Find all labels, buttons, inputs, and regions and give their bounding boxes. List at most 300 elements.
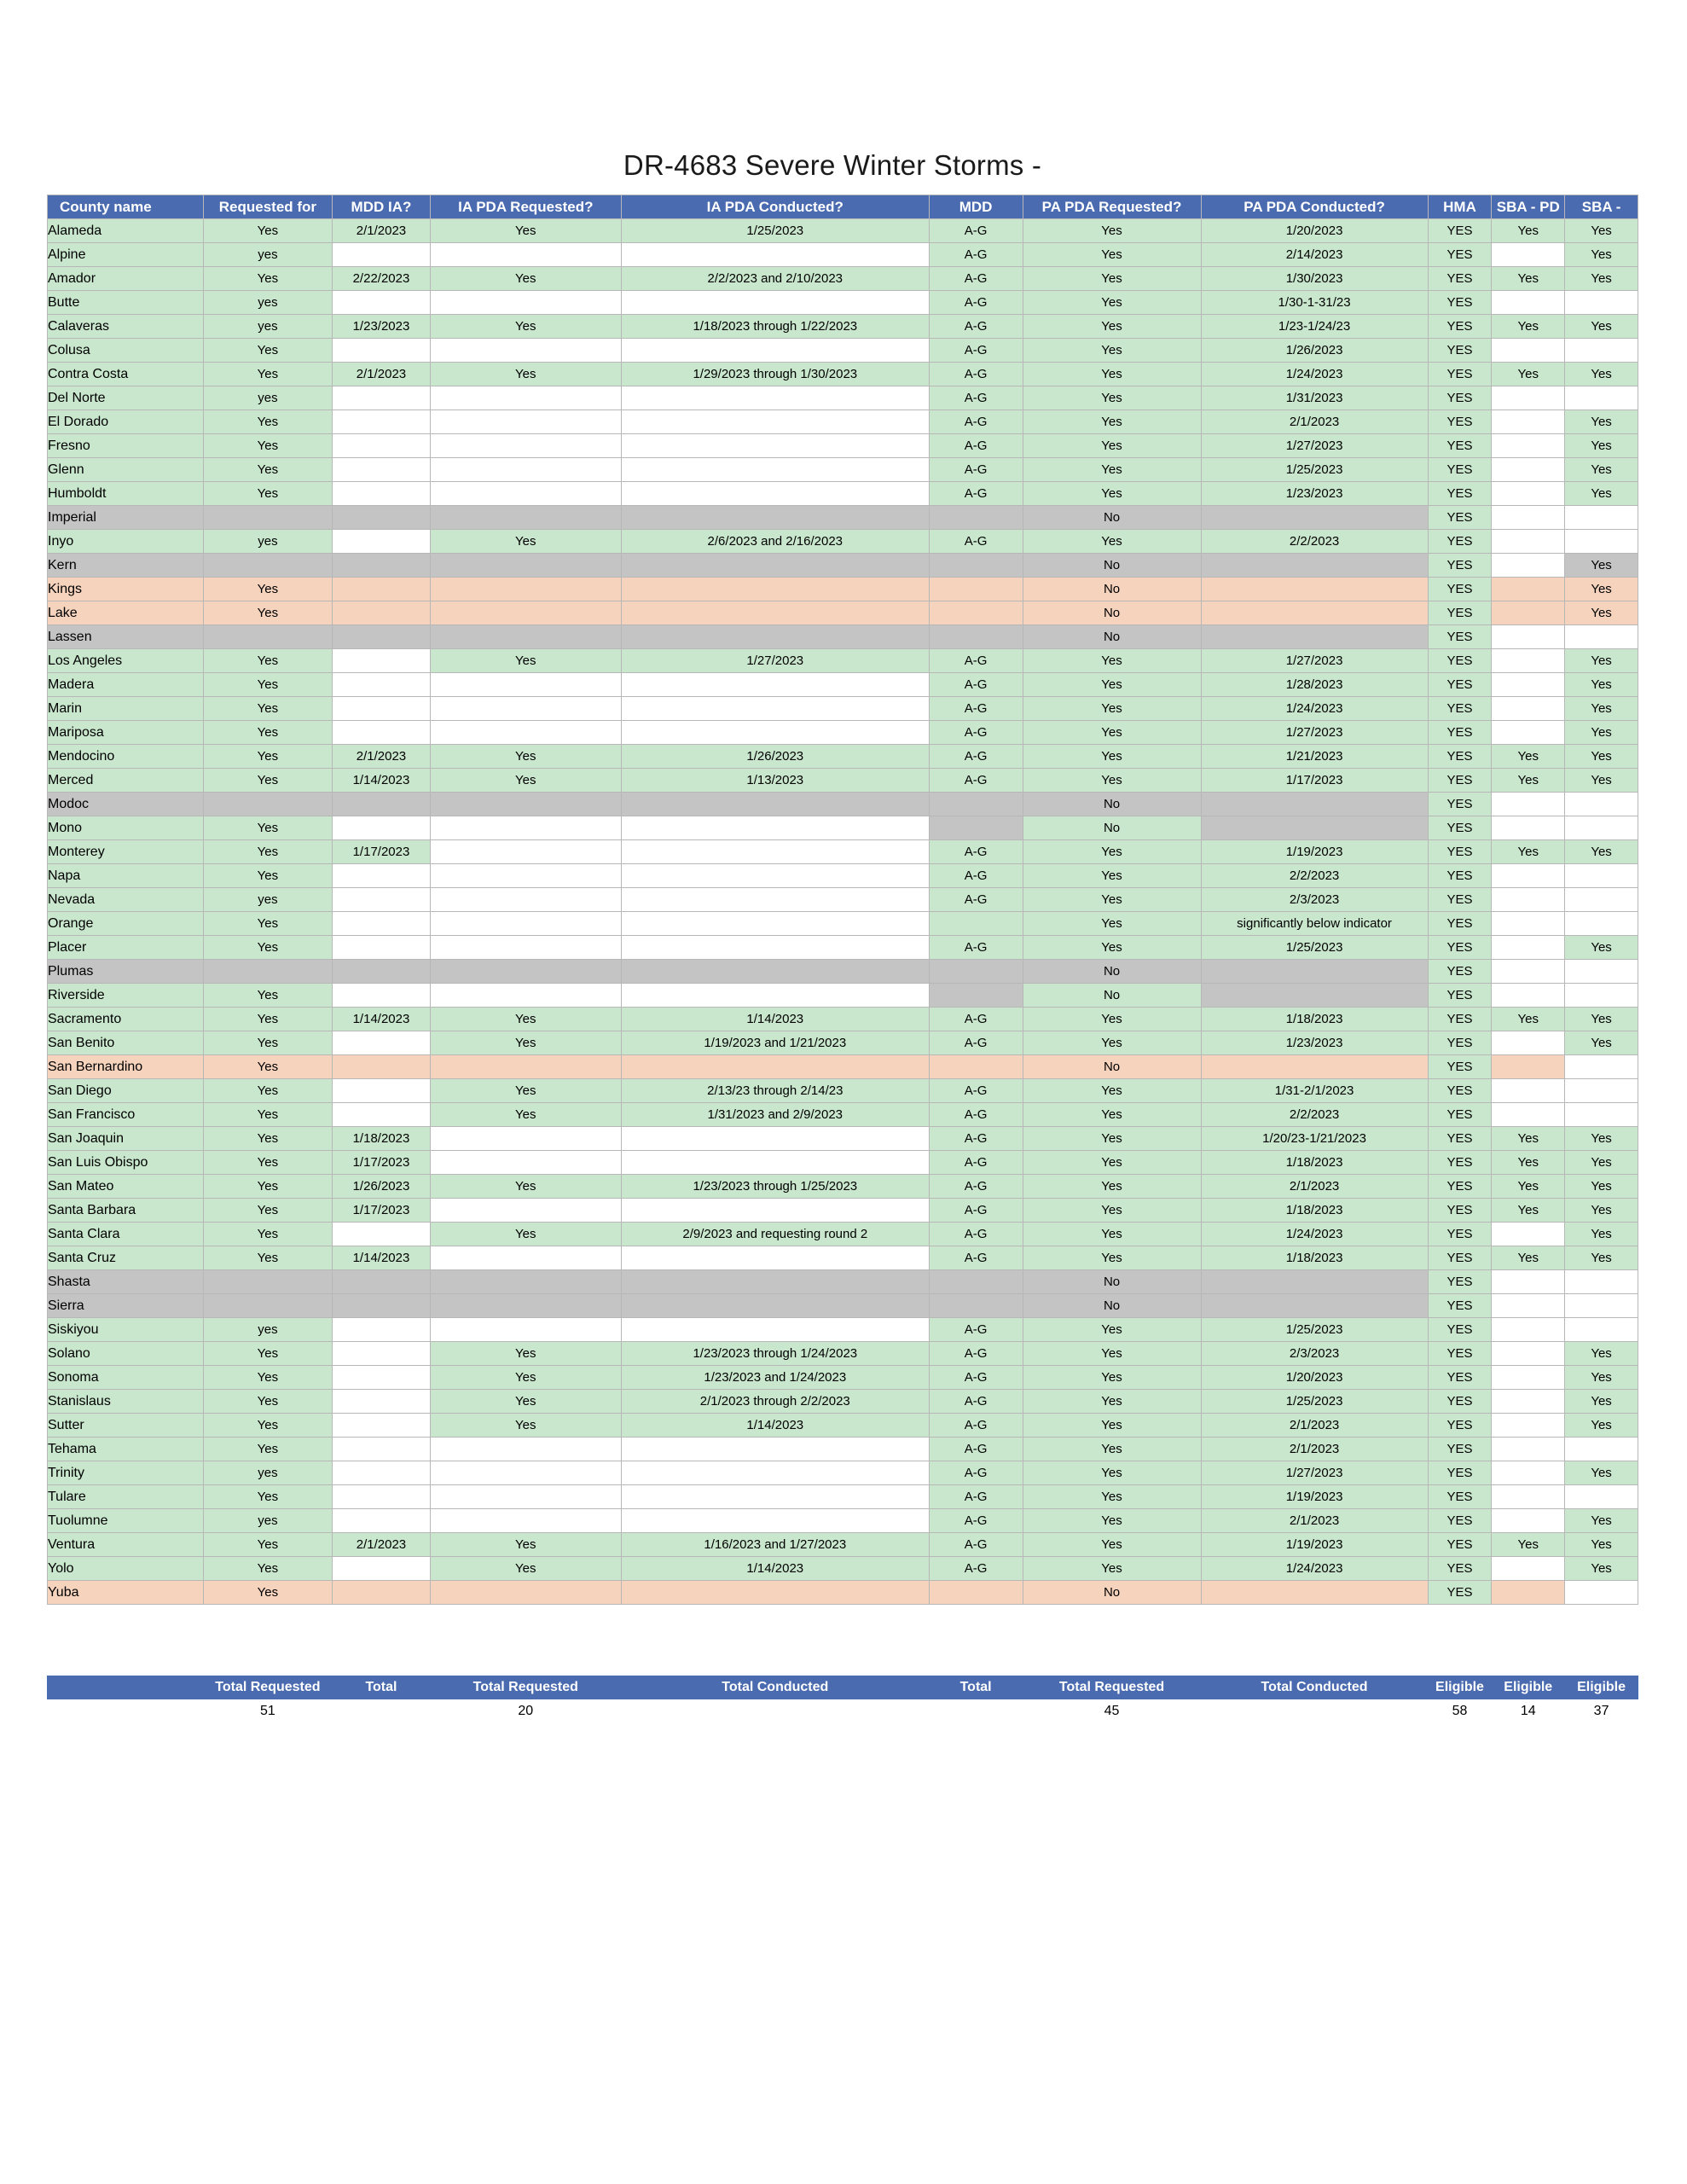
cell-mdd-ia: 1/14/2023 — [333, 1008, 430, 1031]
cell-sba: Yes — [1565, 554, 1638, 578]
cell-mdd-ia — [333, 1485, 430, 1509]
cell-ia-pda-conducted — [621, 984, 929, 1008]
cell-ia-pda-requested — [430, 339, 621, 363]
cell-ia-pda-conducted: 2/6/2023 and 2/16/2023 — [621, 530, 929, 554]
cell-pa-pda-conducted — [1201, 578, 1428, 601]
cell-pa-pda-requested: No — [1023, 578, 1201, 601]
cell-ia-pda-conducted — [621, 793, 929, 816]
cell-ia-pda-requested — [430, 721, 621, 745]
cell-mdd-ia — [333, 1390, 430, 1414]
cell-pa-pda-requested: Yes — [1023, 1079, 1201, 1103]
cell-hma: YES — [1428, 816, 1492, 840]
cell-requested-for: Yes — [203, 1031, 333, 1055]
cell-mdd — [929, 625, 1023, 649]
cell-hma: YES — [1428, 1414, 1492, 1438]
cell-mdd-ia — [333, 434, 430, 458]
cell-pa-pda-requested: Yes — [1023, 315, 1201, 339]
cell-pa-pda-conducted: 1/18/2023 — [1201, 1151, 1428, 1175]
cell-hma: YES — [1428, 434, 1492, 458]
table-row — [48, 1246, 1638, 1270]
cell-requested-for — [203, 625, 333, 649]
cell-sba-pd: Yes — [1492, 1199, 1565, 1223]
cell-ia-pda-conducted: 1/13/2023 — [621, 769, 929, 793]
totals-label: Total Conducted — [1201, 1676, 1428, 1699]
cell-mdd-ia — [333, 625, 430, 649]
cell-requested-for: Yes — [203, 578, 333, 601]
totals-value: 45 — [1023, 1699, 1201, 1724]
cell-mdd — [929, 793, 1023, 816]
cell-requested-for: Yes — [203, 339, 333, 363]
cell-hma: YES — [1428, 1151, 1492, 1175]
cell-sba — [1565, 386, 1638, 410]
cell-mdd: A-G — [929, 482, 1023, 506]
cell-sba — [1565, 1079, 1638, 1103]
cell-hma: YES — [1428, 315, 1492, 339]
cell-ia-pda-conducted — [621, 434, 929, 458]
cell-pa-pda-requested: Yes — [1023, 530, 1201, 554]
cell-pa-pda-conducted — [1201, 1055, 1428, 1079]
cell-ia-pda-requested — [430, 482, 621, 506]
cell-sba-pd — [1492, 1557, 1565, 1581]
cell-mdd: A-G — [929, 1485, 1023, 1509]
cell-county-name: Sierra — [48, 1294, 204, 1318]
cell-sba — [1565, 864, 1638, 888]
cell-mdd — [929, 506, 1023, 530]
totals-label-row — [48, 1676, 1638, 1699]
cell-pa-pda-requested: No — [1023, 984, 1201, 1008]
cell-sba-pd — [1492, 1223, 1565, 1246]
cell-mdd — [929, 578, 1023, 601]
cell-ia-pda-conducted: 1/26/2023 — [621, 745, 929, 769]
cell-ia-pda-conducted — [621, 1318, 929, 1342]
cell-ia-pda-conducted — [621, 1485, 929, 1509]
cell-county-name: Siskiyou — [48, 1318, 204, 1342]
cell-pa-pda-requested: No — [1023, 816, 1201, 840]
cell-sba-pd — [1492, 721, 1565, 745]
cell-ia-pda-requested — [430, 840, 621, 864]
cell-pa-pda-requested: Yes — [1023, 745, 1201, 769]
cell-pa-pda-conducted: 1/19/2023 — [1201, 840, 1428, 864]
cell-mdd: A-G — [929, 1008, 1023, 1031]
cell-mdd-ia — [333, 721, 430, 745]
table-row — [48, 1509, 1638, 1533]
cell-pa-pda-requested: Yes — [1023, 1557, 1201, 1581]
cell-pa-pda-conducted: 1/24/2023 — [1201, 1223, 1428, 1246]
cell-requested-for — [203, 793, 333, 816]
cell-mdd-ia — [333, 1461, 430, 1485]
table-row — [48, 840, 1638, 864]
totals-label: Eligible — [1565, 1676, 1638, 1699]
cell-county-name: Plumas — [48, 960, 204, 984]
cell-mdd-ia: 1/26/2023 — [333, 1175, 430, 1199]
cell-sba-pd — [1492, 673, 1565, 697]
cell-hma: YES — [1428, 1294, 1492, 1318]
cell-ia-pda-requested: Yes — [430, 1342, 621, 1366]
cell-ia-pda-conducted — [621, 697, 929, 721]
cell-pa-pda-conducted: 1/23/2023 — [1201, 482, 1428, 506]
table-row — [48, 482, 1638, 506]
cell-ia-pda-requested: Yes — [430, 1079, 621, 1103]
cell-ia-pda-requested — [430, 1509, 621, 1533]
cell-ia-pda-conducted — [621, 840, 929, 864]
cell-pa-pda-conducted: 2/1/2023 — [1201, 1438, 1428, 1461]
cell-mdd: A-G — [929, 434, 1023, 458]
cell-county-name: Lake — [48, 601, 204, 625]
cell-pa-pda-requested: Yes — [1023, 912, 1201, 936]
cell-county-name: Fresno — [48, 434, 204, 458]
cell-pa-pda-conducted: 1/20/2023 — [1201, 219, 1428, 243]
cell-mdd-ia — [333, 888, 430, 912]
totals-label: Eligible — [1492, 1676, 1565, 1699]
cell-mdd: A-G — [929, 1127, 1023, 1151]
column-header-requested-for: Requested for — [203, 195, 333, 219]
cell-mdd: A-G — [929, 1557, 1023, 1581]
cell-ia-pda-conducted — [621, 554, 929, 578]
cell-ia-pda-conducted — [621, 1246, 929, 1270]
cell-ia-pda-conducted: 1/18/2023 through 1/22/2023 — [621, 315, 929, 339]
cell-mdd: A-G — [929, 1223, 1023, 1246]
cell-sba: Yes — [1565, 936, 1638, 960]
cell-mdd-ia — [333, 458, 430, 482]
cell-mdd-ia — [333, 936, 430, 960]
cell-pa-pda-requested: Yes — [1023, 1318, 1201, 1342]
cell-pa-pda-conducted: 1/25/2023 — [1201, 936, 1428, 960]
cell-pa-pda-conducted: 1/19/2023 — [1201, 1533, 1428, 1557]
table-row — [48, 339, 1638, 363]
cell-requested-for: Yes — [203, 864, 333, 888]
cell-mdd: A-G — [929, 1246, 1023, 1270]
cell-sba-pd — [1492, 649, 1565, 673]
cell-ia-pda-requested: Yes — [430, 1031, 621, 1055]
cell-ia-pda-requested — [430, 1438, 621, 1461]
cell-requested-for: yes — [203, 243, 333, 267]
table-row — [48, 769, 1638, 793]
cell-requested-for: yes — [203, 291, 333, 315]
cell-ia-pda-requested: Yes — [430, 1175, 621, 1199]
cell-pa-pda-requested: Yes — [1023, 434, 1201, 458]
cell-pa-pda-conducted: 1/18/2023 — [1201, 1246, 1428, 1270]
cell-sba-pd: Yes — [1492, 1151, 1565, 1175]
cell-ia-pda-requested: Yes — [430, 219, 621, 243]
totals-table — [47, 1676, 1638, 1723]
cell-mdd — [929, 1581, 1023, 1605]
cell-hma: YES — [1428, 578, 1492, 601]
cell-mdd: A-G — [929, 1318, 1023, 1342]
table-row — [48, 1414, 1638, 1438]
cell-requested-for: Yes — [203, 601, 333, 625]
cell-ia-pda-conducted: 1/27/2023 — [621, 649, 929, 673]
cell-sba: Yes — [1565, 267, 1638, 291]
totals-label: Total Conducted — [621, 1676, 929, 1699]
cell-mdd: A-G — [929, 315, 1023, 339]
cell-county-name: Placer — [48, 936, 204, 960]
cell-requested-for: Yes — [203, 721, 333, 745]
cell-hma: YES — [1428, 960, 1492, 984]
cell-hma: YES — [1428, 984, 1492, 1008]
cell-sba-pd — [1492, 912, 1565, 936]
table-row — [48, 1199, 1638, 1223]
cell-pa-pda-conducted: 1/18/2023 — [1201, 1008, 1428, 1031]
table-row — [48, 816, 1638, 840]
totals-value: 37 — [1565, 1699, 1638, 1724]
cell-hma: YES — [1428, 1366, 1492, 1390]
cell-ia-pda-conducted: 2/2/2023 and 2/10/2023 — [621, 267, 929, 291]
cell-sba-pd — [1492, 888, 1565, 912]
cell-mdd-ia — [333, 578, 430, 601]
table-row — [48, 984, 1638, 1008]
table-row — [48, 793, 1638, 816]
table-row — [48, 410, 1638, 434]
cell-pa-pda-requested: Yes — [1023, 1246, 1201, 1270]
cell-pa-pda-requested: Yes — [1023, 482, 1201, 506]
cell-pa-pda-requested: No — [1023, 625, 1201, 649]
cell-mdd: A-G — [929, 339, 1023, 363]
cell-pa-pda-conducted: 2/1/2023 — [1201, 1175, 1428, 1199]
cell-pa-pda-conducted: 1/28/2023 — [1201, 673, 1428, 697]
cell-pa-pda-conducted — [1201, 1581, 1428, 1605]
cell-requested-for: Yes — [203, 1581, 333, 1605]
totals-value — [621, 1699, 929, 1724]
cell-sba — [1565, 1055, 1638, 1079]
cell-sba: Yes — [1565, 601, 1638, 625]
cell-hma: YES — [1428, 1342, 1492, 1366]
cell-ia-pda-requested — [430, 912, 621, 936]
table-row — [48, 649, 1638, 673]
cell-pa-pda-conducted: 1/20/23-1/21/2023 — [1201, 1127, 1428, 1151]
cell-sba-pd — [1492, 243, 1565, 267]
cell-pa-pda-requested: No — [1023, 1055, 1201, 1079]
cell-mdd: A-G — [929, 1199, 1023, 1223]
cell-ia-pda-requested: Yes — [430, 1008, 621, 1031]
cell-county-name: Inyo — [48, 530, 204, 554]
cell-sba: Yes — [1565, 1199, 1638, 1223]
cell-sba-pd — [1492, 936, 1565, 960]
cell-ia-pda-conducted: 2/1/2023 through 2/2/2023 — [621, 1390, 929, 1414]
cell-sba: Yes — [1565, 697, 1638, 721]
totals-label: Eligible — [1428, 1676, 1492, 1699]
cell-pa-pda-conducted: 1/25/2023 — [1201, 458, 1428, 482]
cell-requested-for: Yes — [203, 1199, 333, 1223]
cell-mdd-ia: 1/17/2023 — [333, 1199, 430, 1223]
cell-mdd: A-G — [929, 1031, 1023, 1055]
cell-mdd: A-G — [929, 458, 1023, 482]
cell-sba-pd — [1492, 506, 1565, 530]
cell-pa-pda-requested: No — [1023, 601, 1201, 625]
cell-ia-pda-conducted: 2/9/2023 and requesting round 2 — [621, 1223, 929, 1246]
table-row — [48, 745, 1638, 769]
cell-pa-pda-conducted — [1201, 601, 1428, 625]
cell-sba-pd — [1492, 482, 1565, 506]
cell-ia-pda-requested — [430, 1318, 621, 1342]
cell-mdd-ia — [333, 339, 430, 363]
cell-county-name: Orange — [48, 912, 204, 936]
cell-sba-pd — [1492, 1342, 1565, 1366]
cell-pa-pda-requested: Yes — [1023, 1127, 1201, 1151]
cell-county-name: San Bernardino — [48, 1055, 204, 1079]
cell-sba — [1565, 960, 1638, 984]
cell-mdd — [929, 912, 1023, 936]
cell-county-name: Tehama — [48, 1438, 204, 1461]
cell-hma: YES — [1428, 1270, 1492, 1294]
cell-requested-for: Yes — [203, 1557, 333, 1581]
cell-ia-pda-conducted — [621, 339, 929, 363]
totals-value: 14 — [1492, 1699, 1565, 1724]
cell-mdd-ia: 2/1/2023 — [333, 1533, 430, 1557]
cell-ia-pda-requested — [430, 243, 621, 267]
cell-ia-pda-conducted — [621, 1438, 929, 1461]
cell-pa-pda-requested: Yes — [1023, 1461, 1201, 1485]
table-row — [48, 1342, 1638, 1366]
cell-mdd: A-G — [929, 1103, 1023, 1127]
cell-hma: YES — [1428, 219, 1492, 243]
cell-county-name: Mendocino — [48, 745, 204, 769]
cell-requested-for — [203, 1270, 333, 1294]
cell-sba: Yes — [1565, 1461, 1638, 1485]
totals-label: Total Requested — [430, 1676, 621, 1699]
cell-ia-pda-requested — [430, 816, 621, 840]
cell-hma: YES — [1428, 410, 1492, 434]
cell-sba-pd — [1492, 1461, 1565, 1485]
cell-mdd-ia — [333, 1581, 430, 1605]
cell-requested-for: Yes — [203, 1366, 333, 1390]
cell-mdd: A-G — [929, 1509, 1023, 1533]
cell-ia-pda-conducted — [621, 864, 929, 888]
cell-ia-pda-conducted — [621, 721, 929, 745]
cell-ia-pda-conducted — [621, 410, 929, 434]
cell-county-name: Sutter — [48, 1414, 204, 1438]
cell-hma: YES — [1428, 697, 1492, 721]
cell-hma: YES — [1428, 1055, 1492, 1079]
cell-county-name: Shasta — [48, 1270, 204, 1294]
cell-mdd: A-G — [929, 1390, 1023, 1414]
cell-mdd-ia — [333, 1557, 430, 1581]
cell-county-name: Imperial — [48, 506, 204, 530]
cell-mdd-ia — [333, 960, 430, 984]
cell-requested-for: Yes — [203, 1079, 333, 1103]
cell-requested-for: Yes — [203, 745, 333, 769]
cell-ia-pda-requested — [430, 410, 621, 434]
cell-sba: Yes — [1565, 315, 1638, 339]
cell-mdd-ia: 2/1/2023 — [333, 745, 430, 769]
table-header-row — [48, 195, 1638, 219]
cell-pa-pda-conducted: 2/3/2023 — [1201, 1342, 1428, 1366]
cell-hma: YES — [1428, 1509, 1492, 1533]
cell-county-name: Santa Cruz — [48, 1246, 204, 1270]
cell-sba-pd — [1492, 1485, 1565, 1509]
cell-sba: Yes — [1565, 1246, 1638, 1270]
totals-value — [1201, 1699, 1428, 1724]
cell-county-name: San Mateo — [48, 1175, 204, 1199]
cell-hma: YES — [1428, 530, 1492, 554]
cell-county-name: Nevada — [48, 888, 204, 912]
cell-ia-pda-requested: Yes — [430, 649, 621, 673]
table-row — [48, 243, 1638, 267]
cell-ia-pda-requested: Yes — [430, 769, 621, 793]
table-row — [48, 1318, 1638, 1342]
table-row — [48, 1485, 1638, 1509]
cell-pa-pda-conducted: 1/17/2023 — [1201, 769, 1428, 793]
cell-county-name: Solano — [48, 1342, 204, 1366]
cell-pa-pda-conducted — [1201, 506, 1428, 530]
cell-ia-pda-conducted — [621, 816, 929, 840]
cell-mdd — [929, 1270, 1023, 1294]
cell-requested-for: Yes — [203, 267, 333, 291]
cell-sba: Yes — [1565, 1223, 1638, 1246]
cell-mdd-ia — [333, 1270, 430, 1294]
cell-sba — [1565, 1103, 1638, 1127]
cell-hma: YES — [1428, 745, 1492, 769]
cell-pa-pda-requested: Yes — [1023, 458, 1201, 482]
cell-mdd — [929, 1055, 1023, 1079]
cell-county-name: Ventura — [48, 1533, 204, 1557]
cell-mdd: A-G — [929, 1175, 1023, 1199]
cell-ia-pda-conducted — [621, 1127, 929, 1151]
cell-pa-pda-conducted: 1/20/2023 — [1201, 1366, 1428, 1390]
cell-requested-for: Yes — [203, 363, 333, 386]
cell-sba-pd — [1492, 458, 1565, 482]
cell-ia-pda-conducted: 1/25/2023 — [621, 219, 929, 243]
table-row — [48, 1055, 1638, 1079]
cell-requested-for: yes — [203, 1461, 333, 1485]
cell-ia-pda-conducted — [621, 1294, 929, 1318]
cell-pa-pda-conducted — [1201, 793, 1428, 816]
cell-ia-pda-requested — [430, 864, 621, 888]
cell-sba-pd — [1492, 339, 1565, 363]
cell-sba — [1565, 1581, 1638, 1605]
cell-pa-pda-conducted: 1/21/2023 — [1201, 745, 1428, 769]
cell-ia-pda-requested — [430, 936, 621, 960]
cell-ia-pda-conducted — [621, 458, 929, 482]
column-header-hma: HMA — [1428, 195, 1492, 219]
cell-pa-pda-conducted — [1201, 960, 1428, 984]
cell-county-name: Mono — [48, 816, 204, 840]
table-row — [48, 1175, 1638, 1199]
cell-mdd — [929, 816, 1023, 840]
cell-ia-pda-conducted: 1/14/2023 — [621, 1414, 929, 1438]
cell-county-name: Humboldt — [48, 482, 204, 506]
cell-sba — [1565, 912, 1638, 936]
cell-pa-pda-requested: Yes — [1023, 1509, 1201, 1533]
cell-ia-pda-requested: Yes — [430, 1533, 621, 1557]
cell-mdd-ia — [333, 554, 430, 578]
cell-ia-pda-requested — [430, 697, 621, 721]
cell-mdd-ia — [333, 984, 430, 1008]
cell-mdd: A-G — [929, 386, 1023, 410]
cell-hma: YES — [1428, 840, 1492, 864]
table-row — [48, 697, 1638, 721]
cell-hma: YES — [1428, 1390, 1492, 1414]
table-row — [48, 1223, 1638, 1246]
cell-pa-pda-conducted: 1/18/2023 — [1201, 1199, 1428, 1223]
cell-requested-for: Yes — [203, 434, 333, 458]
cell-pa-pda-conducted: 1/24/2023 — [1201, 1557, 1428, 1581]
table-row — [48, 1533, 1638, 1557]
cell-mdd-ia — [333, 1318, 430, 1342]
cell-mdd: A-G — [929, 745, 1023, 769]
cell-ia-pda-requested: Yes — [430, 363, 621, 386]
cell-requested-for: yes — [203, 315, 333, 339]
cell-county-name: Marin — [48, 697, 204, 721]
cell-ia-pda-requested — [430, 1461, 621, 1485]
cell-sba-pd — [1492, 1366, 1565, 1390]
cell-sba-pd — [1492, 1055, 1565, 1079]
cell-ia-pda-requested — [430, 554, 621, 578]
table-row — [48, 219, 1638, 243]
table-row — [48, 458, 1638, 482]
column-header-ia-pda-conducted: IA PDA Conducted? — [621, 195, 929, 219]
pda-status-table — [47, 195, 1638, 1605]
cell-hma: YES — [1428, 363, 1492, 386]
